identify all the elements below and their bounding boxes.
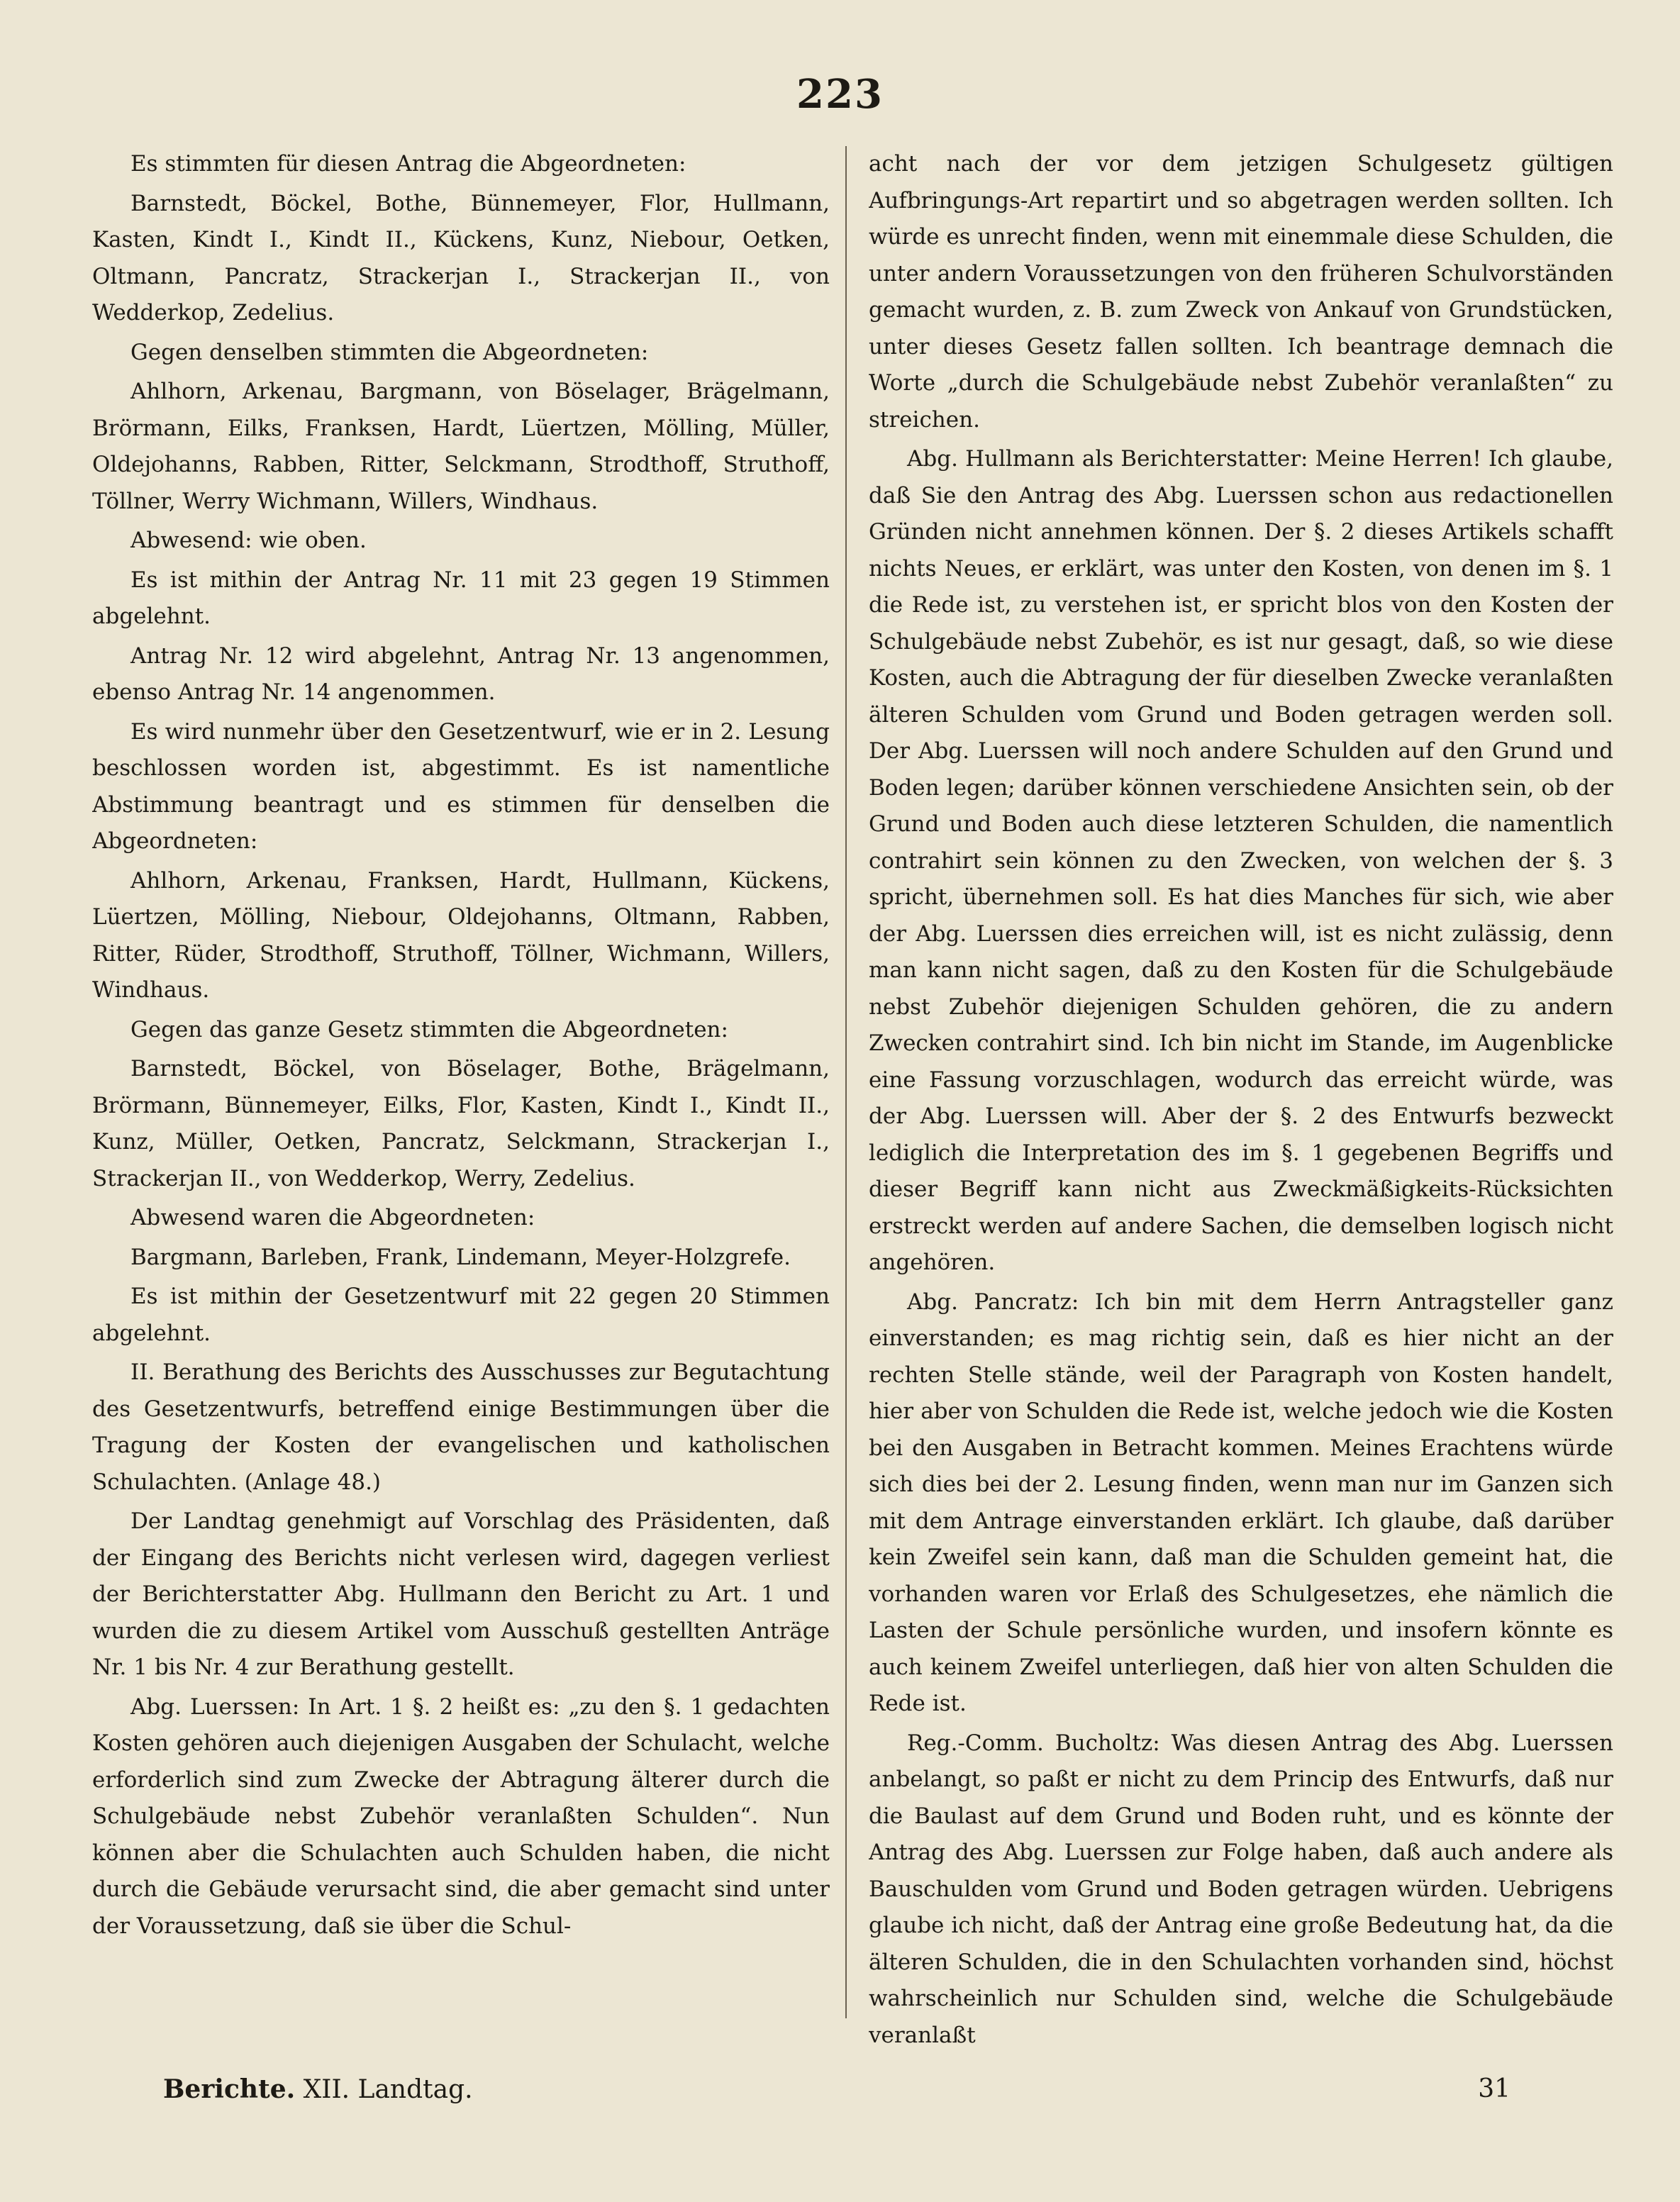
paragraph: Es ist mithin der Antrag Nr. 11 mit 23 gegen 19 Stimmen abgelehnt. <box>92 567 830 629</box>
paragraph: Barnstedt, Böckel, Bothe, Bünnemeyer, Flor, Hullmann, Kasten, Kindt I., Kindt II., Kückens, Kunz, Niebour, Oetken, Oltmann, Pancratz, Strackerjan I., Strackerjan II., von Wedderkop, Zedelius. <box>92 190 830 326</box>
paragraph: Gegen das ganze Gesetz stimmten die Abgeordneten: <box>130 1016 728 1042</box>
paragraph: Reg.-Comm. Bucholtz: Was diesen Antrag des Abg. Luerssen anbelangt, so paßt er nicht zu dem Princip des Entwurfs, daß nur die Baulast auf dem Grund und Boden ruht, und es könnte der Antrag des Abg. Luerssen zur Folge haben, daß auch andere als Bauschulden vom Grund und Boden getragen würden. Uebrigens glaube ich nicht, daß der Antrag eine große Bedeutung hat, da die älteren Schulden, die in den Schulachten vorhanden sind, höchst wahrscheinlich nur Schulden sind, welche die Schulgebäude veranlaßt <box>869 1730 1613 2048</box>
paragraph: Abwesend: wie oben. <box>130 528 367 553</box>
paragraph: Abg. Hullmann als Berichterstatter: Meine Herren! Ich glaube, daß Sie den Antrag des Abg. Luerssen schon aus redactionellen Gründen nicht annehmen können. Der §. 2 dieses Artikels schafft nichts Neues, er erklärt, was unter den Kosten, von denen im §. 1 die Rede ist, zu verstehen ist, er spricht blos von den Kosten der Schulgebäude nebst Zubehör, es ist nur gesagt, daß, so wie diese Kosten, auch die Abtragung der für dieselben Zwecke veranlaßten älteren Schulden vom Grund und Boden getragen werden soll. Der Abg. Luerssen will noch andere Schulden auf den Grund und Boden legen; darüber können verschiedene Ansichten sein, ob der Grund und Boden auch diese letzteren Schulden, die namentlich contrahirt sein können zu den Zwecken, von welchen der §. 3 spricht, übernehmen soll. Es hat dies Manches für sich, wie aber der Abg. Luerssen dies erreichen will, ist es nicht zulässig, denn man kann nicht sagen, daß zu den Kosten für die Schulgebäude nebst Zubehör diejenigen Schulden gehören, die zu andern Zwecken contrahirt sind. Ich bin nicht im Stande, im Augenblicke eine Fassung vorzuschlagen, wodurch das erreicht würde, was der Abg. Luerssen will. Aber der §. 2 des Entwurfs bezweckt lediglich die Interpretation des im §. 1 gegebenen Begriffs und dieser Begriff kann nicht aus Zweckmäßigkeits-Rücksichten erstreckt werden auf andere Sachen, die demselben logisch nicht angehören. <box>869 446 1613 1275</box>
paragraph: II. Berathung des Berichts des Ausschusses zur Begutachtung des Gesetzentwurfs, betreffend einige Bestimmungen über die Tragung der Kosten der evangelischen und katholischen Schulachten. (Anlage 48.) <box>92 1359 830 1495</box>
paragraph: Der Landtag genehmigt auf Vorschlag des Präsidenten, daß der Eingang des Berichts nicht verlesen wird, dagegen verliest der Berichterstatter Abg. Hullmann den Bericht zu Art. 1 und wurden die zu diesem Artikel vom Ausschuß gestellten Anträge Nr. 1 bis Nr. 4 zur Berathung gestellt. <box>92 1508 830 1680</box>
right-column <box>869 146 1613 2061</box>
column-divider <box>845 146 847 2018</box>
paragraph: Es stimmten für diesen Antrag die Abgeordneten: <box>130 151 686 177</box>
footer-sheet-number: 31 <box>1478 2074 1511 2103</box>
paragraph: Abg. Luerssen: In Art. 1 §. 2 heißt es: „zu den §. 1 gedachten Kosten gehören auch diejenigen Ausgaben der Schulacht, welche erforderlich sind zum Zwecke der Abtragung älterer durch die Schulgebäude nebst Zubehör veranlaßten Schulden“. Nun können aber die Schulachten auch Schulden haben, die nicht durch die Gebäude verursacht sind, die aber gemacht sind unter der Voraussetzung, daß sie über die Schul- <box>92 1694 830 1939</box>
paragraph: Barnstedt, Böckel, von Böselager, Bothe, Brägelmann, Brörmann, Bünnemeyer, Eilks, Flor, Kasten, Kindt I., Kindt II., Kunz, Müller, Oetken, Pancratz, Selckmann, Strackerjan I., Strackerjan II., von Wedderkop, Werry, Zedelius. <box>92 1056 830 1191</box>
page-number: 223 <box>796 71 884 118</box>
footer-title <box>163 2074 473 2104</box>
footer-session: XII. Landtag. <box>303 2075 473 2104</box>
paragraph: Es ist mithin der Gesetzentwurf mit 22 gegen 20 Stimmen abgelehnt. <box>92 1284 830 1346</box>
left-column <box>92 146 830 2061</box>
paragraph: Es wird nunmehr über den Gesetzentwurf, wie er in 2. Lesung beschlossen worden ist, abgestimmt. Es ist namentliche Abstimmung beantragt und es stimmen für denselben die Abgeordneten: <box>92 718 830 854</box>
paragraph: Abg. Pancratz: Ich bin mit dem Herrn Antragsteller ganz einverstanden; es mag richtig sein, daß es hier nicht an der rechten Stelle stände, weil der Paragraph von Kosten handelt, hier aber von Schulden die Rede ist, welche jedoch wie die Kosten bei den Ausgaben in Betracht kommen. Meines Erachtens würde sich dies bei der 2. Lesung finden, wenn man nur im Ganzen sich mit dem Antrage einverstanden erklärt. Ich glaube, daß darüber kein Zweifel sein kann, daß man die Schulden gemeint hat, die vorhanden waren vor Erlaß des Schulgesetzes, ehe nämlich die Lasten der Schule persönliche wurden, und insofern könnte es auch keinem Zweifel unterliegen, daß hier von alten Schulden die Rede ist. <box>869 1289 1613 1716</box>
paragraph: Abwesend waren die Abgeordneten: <box>130 1205 535 1230</box>
paragraph: Ahlhorn, Arkenau, Franksen, Hardt, Hullmann, Kückens, Lüertzen, Mölling, Niebour, Oldejohanns, Oltmann, Rabben, Ritter, Rüder, Strodthoff, Struthoff, Töllner, Wichmann, Willers, Windhaus. <box>92 867 830 1003</box>
paragraph: Antrag Nr. 12 wird abgelehnt, Antrag Nr. 13 angenommen, ebenso Antrag Nr. 14 angenommen. <box>92 643 830 705</box>
paragraph: Gegen denselben stimmten die Abgeordneten: <box>130 339 649 365</box>
page-footer <box>163 2074 1511 2104</box>
footer-title-text: Berichte. <box>163 2074 296 2104</box>
paragraph: Bargmann, Barleben, Frank, Lindemann, Meyer-Holzgrefe. <box>130 1244 791 1270</box>
paragraph: acht nach der vor dem jetzigen Schulgesetz gültigen Aufbringungs-Art repartirt und so abgetragen werden sollten. Ich würde es unrecht finden, wenn mit einemmale diese Schulden, die unter andern Voraussetzungen von den früheren Schulvorständen gemacht wurden, z. B. zum Zweck von Ankauf von Grundstücken, unter dieses Gesetz fallen sollten. Ich beantrage demnach die Worte „durch die Schulgebäude nebst Zubehör veranlaßten“ zu streichen. <box>869 151 1613 433</box>
paragraph: Ahlhorn, Arkenau, Bargmann, von Böselager, Brägelmann, Brörmann, Eilks, Franksen, Hardt, Lüertzen, Mölling, Müller, Oldejohanns, Rabben, Ritter, Selckmann, Strodthoff, Struthoff, Töllner, Werry Wichmann, Willers, Windhaus. <box>92 379 830 514</box>
